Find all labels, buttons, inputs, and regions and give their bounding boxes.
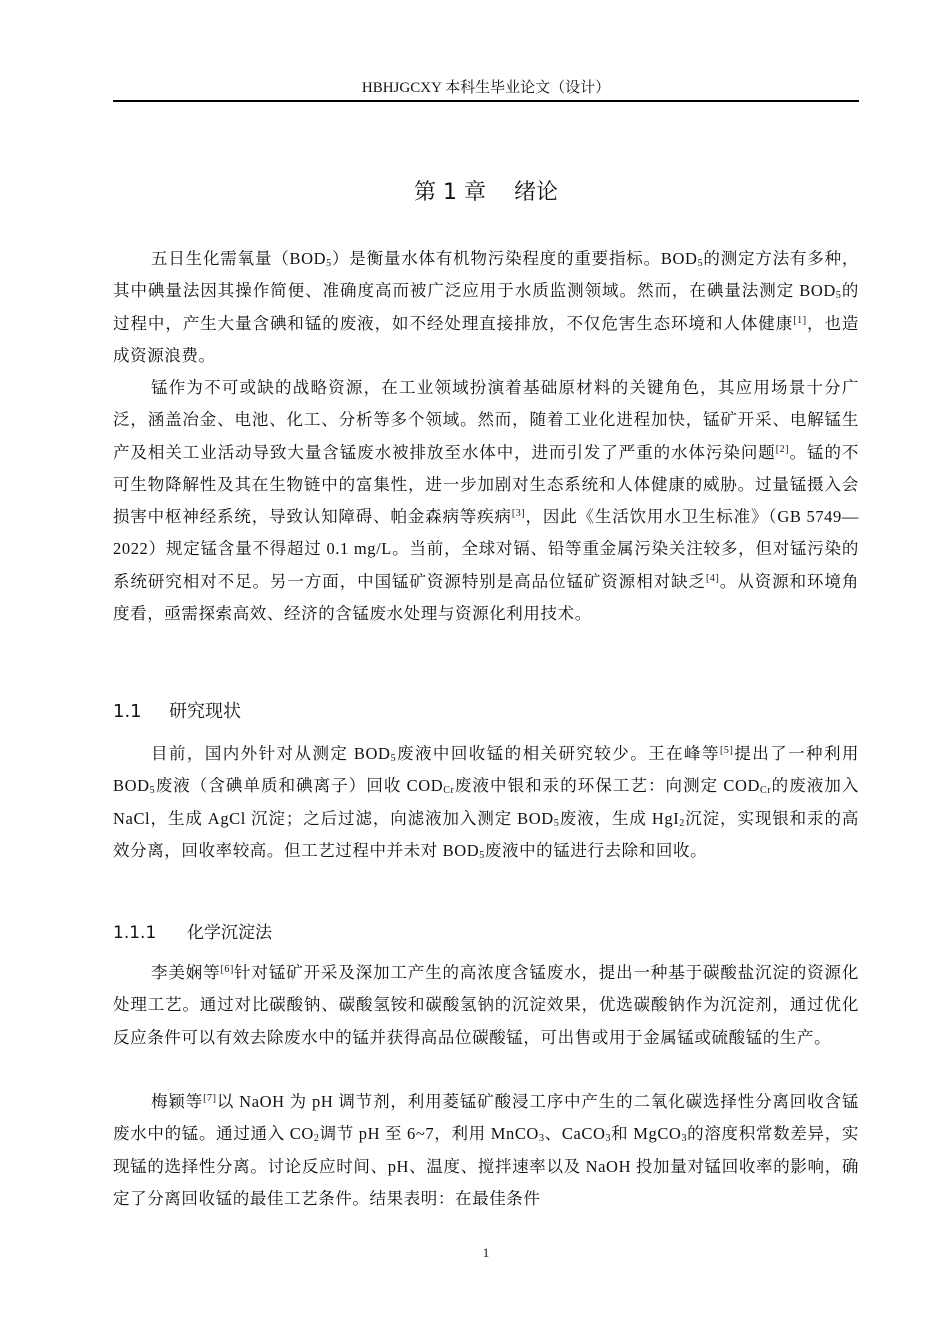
citation: [3] <box>511 508 526 520</box>
section-heading-1-1-1 <box>113 918 859 948</box>
citation: [5] <box>719 745 734 756</box>
precipitation-paragraph-2 <box>113 1086 859 1215</box>
chapter-title <box>113 176 859 210</box>
header-rule <box>113 100 859 102</box>
section-number: 1.1.1 <box>113 923 157 943</box>
paragraph-text: 五日生化需氧量$(BOD_5)$是衡量水体有机物污染程度的重要指标。$BOD_5$的测定方法有多种，其中碘量法因其操作简便、准确度高而被广泛应用于水质监测领域。然而，在碘量法测定 $BOD_5$的过程中，产生大量含碘和锰的废液，如不经处理直接排放，不仅危害生态环境和人体健康[1]，也造成资源浪费。 <box>113 249 860 365</box>
intro-paragraph-1 <box>113 243 859 372</box>
section-number: 1.1 <box>113 701 142 722</box>
paragraph-text: 目前，国内外针对从测定 $BOD_5$废液中回收锰的相关研究较少。王在峰等[5]提出了一种利用 $BOD_5$废液（含碘单质和碘离子）回收 $COD_{Cr}$废液中银和汞的环保工艺：向测定 $COD_{Cr}$的废液加入 NaCl，生成 AgCl 沉淀；之后过滤，向滤液加入测定 $BOD_5$废液，生成 HgI$_2$沉淀，实现银和汞的高效分离，回收率较高。但工艺过程中并未对 $BOD_5$废液中的锰进行去除和回收。 <box>113 744 860 861</box>
intro-paragraph-2 <box>113 372 859 630</box>
citation: [2] <box>775 443 790 455</box>
citation: [4] <box>706 572 720 584</box>
paragraph-text: 锰作为不可或缺的战略资源，在工业领域扮演着基础原材料的关键角色，其应用场景十分广泛，涵盖冶金、电池、化工、分析等多个领域。然而，随着工业化进程加快，锰矿开采、电解锰生产及相关工业活动导致大量含锰废水被排放至水体中，进而引发了严重的水体污染问题[2]。锰的不可生物降解性及其在生物链中的富集性，进一步加剧对生态系统和人体健康的威胁。过量锰摄入会损害中枢神经系统，导致认知障碍、帕金森病等疾病[3]，因此《生活饮用水卫生标准》（GB 5749—2022）规定锰含量不得超过 0.1 mg/L。当前，全球对镉、铅等重金属污染关注较多，但对锰污染的系统研究相对不足。另一方面，中国锰矿资源特别是高品位锰矿资源相对缺乏[4]。从资源和环境角度看，亟需探索高效、经济的含锰废水处理与资源化利用技术。 <box>113 378 859 624</box>
section-heading-1-1 <box>113 697 859 727</box>
running-header: HBHJGCXY 本科生毕业论文（设计） <box>361 80 611 96</box>
paragraph-text: 李美娴等[6]针对锰矿开采及深加工产生的高浓度含锰废水，提出一种基于碳酸盐沉淀的资源化处理工艺。通过对比碳酸钠、碳酸氢铵和碳酸氢钠的沉淀效果，优选碳酸钠作为沉淀剂，通过优化反应条件可以有效去除废水中的锰并获得高品位碳酸锰，可出售或用于金属锰或硫酸锰的生产。 <box>113 963 859 1047</box>
citation: [1] <box>793 314 807 326</box>
citation: [6] <box>220 964 234 975</box>
precipitation-paragraph-1 <box>113 957 859 1054</box>
chapter-name: 绪论 <box>513 180 558 205</box>
section-title: 化学沉淀法 <box>187 923 272 943</box>
citation: [7] <box>203 1093 217 1104</box>
research-status-paragraph <box>113 738 859 867</box>
paragraph-text: 梅颖等[7]以 NaOH 为 pH 调节剂，利用菱锰矿酸浸工序中产生的二氧化碳选择性分离回收含锰废水中的锰。通过通入 $CO_2$调节 pH 至 6~7，利用 MnCO$_3$、CaCO$_3$和 MgCO$_3$的溶度积常数差异，实现锰的选择性分离。讨论反应时间、pH、温度、搅拌速率以及 NaOH 投加量对锰回收率的影响，确定了分离回收锰的最佳工艺条件。结果表明：在最佳条件 <box>113 1092 859 1208</box>
section-title: 研究现状 <box>169 701 241 722</box>
chapter-number: 第 1 章 <box>414 180 486 205</box>
page-number: 1 <box>482 1245 490 1260</box>
